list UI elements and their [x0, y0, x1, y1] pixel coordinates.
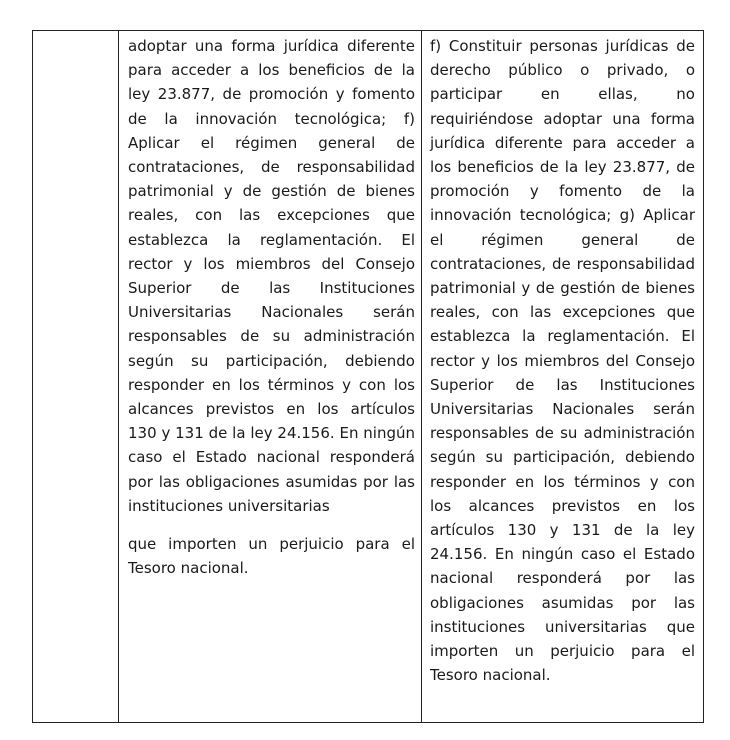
modified-text-column [422, 31, 703, 722]
comparison-table [32, 30, 704, 723]
original-text-paragraph-2: que importen un perjuicio para el Tesoro nacional. [128, 535, 415, 578]
original-text-paragraph-1: adoptar una forma jurídica diferente para acceder a los beneficios de la ley 23.877, de promoción y fomento de la innovación tecnológica; f) Aplicar el régimen general de contrataciones, de responsabilidad patrimonial y de gestión de bienes reales, con las excepciones que establezca la reglamentación. El rector y los miembros del Consejo Superior de las Instituciones Universitarias Nacionales serán responsables de su administración según su participación, debiendo responder en los términos y con los alcances previstos en los artículos 130 y 131 de la ley 24.156. En ningún caso el Estado nacional responderá por las obligaciones asumidas por las instituciones universitarias [128, 37, 415, 515]
empty-first-column [33, 31, 119, 722]
original-text-column [119, 31, 422, 722]
modified-text-paragraph-1: f) Constituir personas jurídicas de derecho público o privado, o participar en ellas, no requiriéndose adoptar una forma jurídica diferente para acceder a los beneficios de la ley 23.877, de promoción y fomento de la innovación tecnológica; g) Aplicar el régimen general de contrataciones, de responsabilidad patrimonial y de gestión de bienes reales, con las excepciones que establezca la reglamentación. El rector y los miembros del Consejo Superior de las Instituciones Universitarias Nacionales serán responsables de su administración según su participación, debiendo responder en los términos y con los alcances previstos en los artículos 130 y 131 de la ley 24.156. En ningún caso el Estado nacional responderá por las obligaciones asumidas por las instituciones universitarias que importen un perjuicio para el Tesoro nacional. [430, 37, 695, 685]
